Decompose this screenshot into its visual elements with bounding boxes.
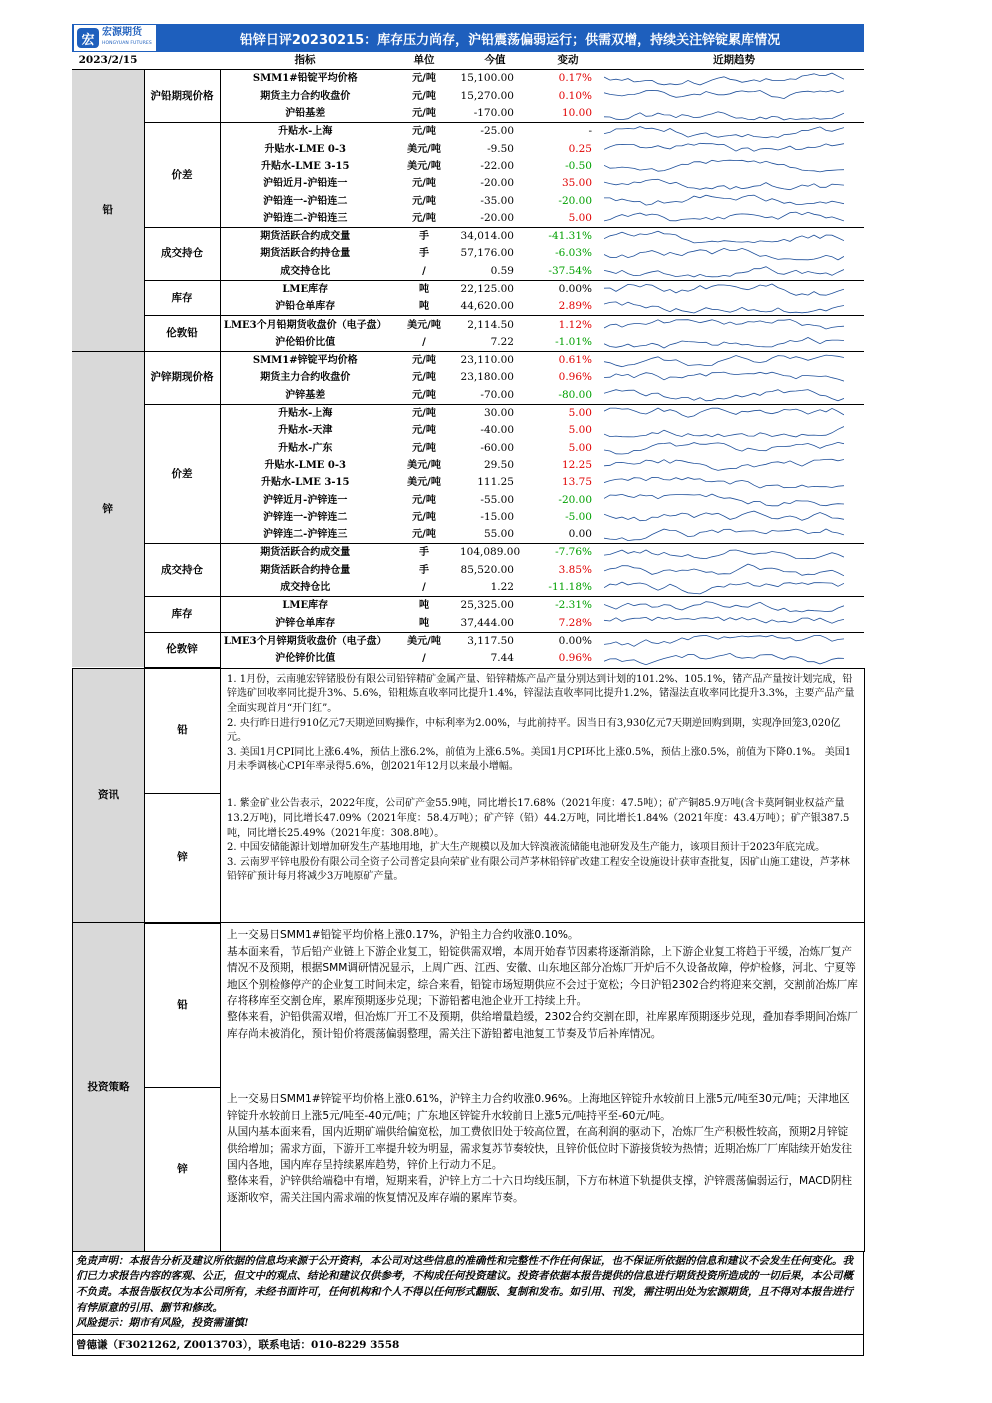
- sparkline-path: [604, 494, 844, 506]
- unit-cell: 元/吨: [412, 108, 436, 120]
- value-cell: 2,114.50: [458, 316, 532, 334]
- value-cell: 104,089.00: [458, 544, 532, 562]
- sparkline-path: [604, 390, 844, 401]
- sparkline-path: [604, 212, 844, 221]
- change-cell: -41.31%: [532, 227, 604, 245]
- sparkline-path: [604, 231, 844, 243]
- trend-sparkline: [604, 229, 844, 245]
- unit-cell: 元/吨: [412, 212, 436, 224]
- change-cell: -80.00: [558, 388, 592, 401]
- value-cell: 85,520.00: [460, 563, 514, 576]
- unit-cell: 吨: [390, 597, 458, 615]
- column-header-row: [72, 52, 864, 70]
- table-row: [72, 352, 864, 370]
- unit-cell: 吨: [419, 617, 429, 629]
- change-cell: -2.31%: [532, 597, 604, 615]
- change-cell: -5.00: [565, 510, 592, 523]
- unit-cell: 元/吨: [412, 389, 436, 401]
- value-cell: 55.00: [483, 528, 514, 541]
- value-cell: 15,270.00: [460, 89, 514, 102]
- value-cell: 7.22: [490, 335, 514, 348]
- sparkline-path: [604, 582, 844, 594]
- company-logo: [74, 25, 156, 51]
- trend-sparkline: [604, 317, 844, 333]
- change-cell: 0.61%: [532, 352, 604, 370]
- sparkline-path: [604, 355, 844, 367]
- indicator-name: LME库存: [220, 597, 390, 615]
- group-label: 价差: [144, 404, 220, 543]
- sparkline-path: [604, 550, 844, 559]
- trend-cell: [604, 562, 864, 579]
- value-cell: 23,180.00: [460, 371, 514, 384]
- table-row: [72, 544, 864, 562]
- news-label: 资讯: [73, 668, 145, 922]
- lead-section-label: 铅: [72, 70, 144, 352]
- trend-sparkline: [604, 423, 844, 439]
- change-cell: 3.85%: [558, 563, 592, 576]
- trend-cell: [604, 227, 864, 245]
- indicator-name: 期货主力合约收盘价: [260, 372, 351, 384]
- indicator-name: 沪锌仓单库存: [275, 617, 336, 629]
- indicator-name: 沪锌连一-沪锌连二: [263, 511, 348, 523]
- table-row: [72, 227, 864, 245]
- indicator-name: 沪伦锌价比值: [275, 653, 336, 665]
- news-lead-label: 铅: [145, 668, 221, 793]
- trend-sparkline: [604, 492, 844, 508]
- logo-mark-icon: 宏: [77, 28, 99, 48]
- change-cell: 0.17%: [532, 70, 604, 88]
- indicator-name: 升贴水-LME 3-15: [261, 477, 350, 489]
- indicator-name: 升贴水-天津: [278, 425, 333, 437]
- news-lead-text: 1. 1月份，云南驰宏锌锗股份有限公司铅锌精矿金属产量、铅锌精炼产品产量分别达到计划的101.2%、105.1%，锗产品产量按计划完成，铅锌选矿回收率同比提升3%、5.6%，铅粗炼直收率同比提升1.4%，锌湿法直收率同比提升1.2%，锗湿法直收率同比提升3.3%，主要产品产量全面实现首月“开门红”。 2. 央行昨日进行910亿元7天期逆回购操作，中标利率为2.00%，与此前持平。因当日有3,930亿元7天期逆回购到期，实现净回笼3,020亿元。 3. 美国1月CPI同比上涨6.4%，预估上涨6.2%，前值为上涨6.5%。美国1月CPI环比上涨0.5%，预估上涨0.5%，前值为下降0.1%。 美国1月未季调核心CPI年率录得5.6%，创2021年12月以来最小增幅。: [221, 668, 865, 793]
- change-cell: -7.76%: [532, 544, 604, 562]
- unit-cell: 美元/吨: [390, 316, 458, 334]
- unit-cell: 美元/吨: [407, 459, 441, 471]
- trend-cell: [604, 105, 864, 123]
- indicator-name: 升贴水-LME 0-3: [264, 143, 346, 155]
- indicator-name: 沪铅连二-沪铅连三: [263, 212, 348, 224]
- sparkline-path: [604, 302, 844, 313]
- sparkline-path: [604, 126, 844, 137]
- sparkline-path: [604, 653, 844, 664]
- indicator-name: LME3个月铅期货收盘价（电子盘）: [220, 316, 390, 334]
- trend-cell: [604, 509, 864, 526]
- indicator-name: 沪铅近月-沪铅连一: [263, 178, 348, 190]
- author-contact: 曾德谦（F3021262, Z0013703），联系电话：010-8229 3558: [72, 1335, 864, 1356]
- unit-cell: 元/吨: [412, 178, 436, 190]
- trend-sparkline: [604, 71, 844, 87]
- trend-cell: [604, 316, 864, 334]
- unit-cell: 元/吨: [390, 70, 458, 88]
- indicator-name: 成交持仓比: [280, 582, 331, 594]
- indicator-name: 成交持仓比: [280, 265, 331, 277]
- unit-cell: 手: [390, 227, 458, 245]
- change-cell: -0.50: [565, 159, 592, 172]
- sparkline-path: [604, 529, 844, 541]
- change-cell: 0.25: [568, 142, 592, 155]
- indicator-name: LME库存: [220, 280, 390, 298]
- trend-cell: [604, 123, 864, 141]
- unit-cell: 元/吨: [390, 352, 458, 370]
- change-cell: 1.12%: [532, 316, 604, 334]
- unit-cell: 美元/吨: [407, 160, 441, 172]
- trend-sparkline: [604, 88, 844, 104]
- trend-cell: [604, 140, 864, 157]
- change-cell: 35.00: [561, 177, 592, 190]
- change-cell: 5.00: [568, 424, 592, 437]
- trend-sparkline: [604, 387, 844, 403]
- unit-cell: 吨: [390, 280, 458, 298]
- unit-cell: 手: [419, 248, 429, 260]
- change-cell: 12.25: [561, 458, 592, 471]
- trend-sparkline: [604, 141, 844, 157]
- trend-cell: [604, 440, 864, 457]
- unit-cell: 元/吨: [412, 494, 436, 506]
- value-cell: -20.00: [480, 211, 514, 224]
- trend-cell: [604, 615, 864, 633]
- change-cell: 5.00: [568, 211, 592, 224]
- logo-english: HONGYUAN FUTURES: [102, 41, 152, 46]
- sparkline-path: [604, 426, 844, 436]
- indicator-name: 沪锌连二-沪锌连三: [263, 529, 348, 541]
- trend-cell: [604, 544, 864, 562]
- trend-cell: [604, 457, 864, 474]
- unit-cell: 手: [390, 544, 458, 562]
- news-zinc-label: 锌: [145, 793, 221, 922]
- risk-warning: 风险提示：期市有风险，投资需谨慎!: [76, 1317, 249, 1330]
- col-unit: 单位: [390, 52, 458, 70]
- sparkline-path: [604, 111, 844, 119]
- col-trend: 近期趋势: [604, 52, 864, 70]
- trend-sparkline: [604, 475, 844, 491]
- unit-cell: 元/吨: [412, 372, 436, 384]
- change-cell: -20.00: [558, 194, 592, 207]
- change-cell: 0.00%: [532, 632, 604, 650]
- value-cell: 15,100.00: [458, 70, 532, 88]
- sparkline-path: [604, 179, 844, 189]
- unit-cell: 吨: [419, 301, 429, 313]
- value-cell: 0.59: [490, 264, 514, 277]
- change-cell: -11.18%: [548, 581, 592, 594]
- trend-cell: [604, 474, 864, 491]
- value-cell: 22,125.00: [458, 280, 532, 298]
- table-row: [72, 632, 864, 650]
- sparkline-path: [604, 511, 844, 521]
- sparkline-path: [604, 408, 844, 417]
- strategy-label: 投资策略: [73, 923, 145, 1251]
- trend-cell: [604, 650, 864, 667]
- trend-sparkline: [604, 615, 844, 631]
- sparkline-path: [604, 477, 844, 488]
- indicator-name: 升贴水-广东: [278, 442, 333, 454]
- sparkline-path: [604, 73, 844, 85]
- col-indicator: 指标: [220, 52, 390, 70]
- unit-cell: 美元/吨: [390, 632, 458, 650]
- news-zinc-text: 1. 紫金矿业公告表示，2022年度，公司矿产金55.9吨，同比增长17.68%（2021年度：47.5吨）；矿产铜85.9万吨(含卡莫阿铜业权益产量13.2万吨)，同比增长47.09%（2021年度：58.4万吨）；矿产锌（铅）44.2万吨，同比增长1.84%（2021年度：43.4万吨）；矿产银387.5吨，同比增长25.49%（2021年度：308.8吨）。 2. 中国安储能源计划增加研发生产基地用地，扩大生产规模以及加大锌溴液流储能电池研发及生产能力，该项目预计于2023年底完成。 3. 云南罗平锌电股份有限公司全资子公司普定县向荣矿业有限公司芦茅林铅锌矿改建工程安全设施设计获审查批复，因矿山施工建设，芦茅林铅锌矿预计每月将减少3万吨原矿产量。: [221, 793, 865, 922]
- sparkline-path: [604, 338, 844, 349]
- indicator-name: 升贴水-上海: [220, 123, 390, 141]
- sparkline-path: [604, 320, 844, 330]
- trend-sparkline: [604, 282, 844, 298]
- trend-sparkline: [604, 299, 844, 315]
- trend-cell: [604, 158, 864, 175]
- trend-cell: [604, 245, 864, 262]
- trend-cell: [604, 334, 864, 352]
- change-cell: 0.96%: [558, 652, 592, 665]
- value-cell: 57,176.00: [460, 247, 514, 260]
- indicator-name: 沪铅连一-沪铅连二: [263, 195, 348, 207]
- sparkline-path: [604, 143, 844, 151]
- trend-cell: [604, 632, 864, 650]
- group-label: 成交持仓: [144, 544, 220, 597]
- table-row: [72, 123, 864, 141]
- change-cell: -37.54%: [548, 264, 592, 277]
- strategy-zinc-text: 上一交易日SMM1#锌锭平均价格上涨0.61%，沪锌主力合约收涨0.96%。上海地区锌锭升水较前日上涨5元/吨至30元/吨；天津地区锌锭升水较前日上涨5元/吨至-40元/吨；广东地区锌锭升水较前日上涨5元/吨持平至-60元/吨。 从国内基本面来看，国内近期矿端供给偏宽松，加工费依旧处于较高位置，在高利润的驱动下，冶炼厂生产积极性较高，预期2月锌锭供给增加；需求方面，下游开工率提升较为明显，需求复苏节奏较快，且锌价低位时下游接货较为热情；近期冶炼厂厂库陆续开始发往国内各地，国内库存呈持续累库趋势，锌价上行动力不足。 整体来看，沪锌供给端稳中有增，短期来看，沪锌上方二十六日均线压制，下方布林道下轨提供支撑，沪锌震荡偏弱运行，MACD阴柱逐渐收窄，需关注国内需求端的恢复情况及库存端的累库节奏。: [221, 1087, 865, 1251]
- trend-cell: [604, 352, 864, 370]
- trend-sparkline: [604, 406, 844, 422]
- data-table: [72, 52, 864, 668]
- sparkline-path: [604, 195, 844, 205]
- trend-sparkline: [604, 580, 844, 596]
- indicator-name: 升贴水-上海: [220, 404, 390, 422]
- indicator-name: 升贴水-LME 3-15: [261, 160, 350, 172]
- trend-cell: [604, 404, 864, 422]
- unit-cell: 元/吨: [390, 123, 458, 141]
- trend-cell: [604, 526, 864, 544]
- change-cell: 0.00%: [532, 280, 604, 298]
- sparkline-path: [604, 372, 844, 381]
- indicator-name: 沪铅仓单库存: [275, 301, 336, 313]
- group-label: 成交持仓: [144, 227, 220, 280]
- sparkline-path: [604, 248, 844, 260]
- indicator-name: 期货活跃合约持仓量: [260, 248, 351, 260]
- trend-sparkline: [604, 527, 844, 543]
- value-cell: 7.44: [490, 652, 514, 665]
- unit-cell: /: [422, 336, 426, 348]
- sparkline-path: [604, 636, 844, 647]
- indicator-name: 升贴水-LME 0-3: [264, 459, 346, 471]
- change-cell: 0.00: [568, 528, 592, 541]
- trend-cell: [604, 263, 864, 281]
- group-label: 伦敦锌: [144, 632, 220, 667]
- indicator-name: 沪锌近月-沪锌连一: [263, 494, 348, 506]
- unit-cell: /: [422, 653, 426, 665]
- indicator-name: 沪锌基差: [285, 389, 326, 401]
- strategy-section: [72, 923, 865, 1252]
- disclaimer: [72, 1252, 864, 1335]
- value-cell: 1.22: [490, 581, 514, 594]
- report-title: 铅锌日评20230215：库存压力尚存，沪铅震荡偏弱运行；供需双增，持续关注锌锭累库情况: [239, 32, 781, 48]
- value-cell: -25.00: [458, 123, 532, 141]
- trend-sparkline: [604, 263, 844, 279]
- change-cell: 5.00: [568, 441, 592, 454]
- trend-cell: [604, 280, 864, 298]
- trend-cell: [604, 387, 864, 405]
- unit-cell: 元/吨: [412, 529, 436, 541]
- group-label: 库存: [144, 597, 220, 633]
- trend-cell: [604, 70, 864, 88]
- trend-sparkline: [604, 106, 844, 122]
- unit-cell: /: [422, 582, 426, 594]
- indicator-name: 沪铅基差: [285, 108, 326, 120]
- indicator-name: 期货主力合约收盘价: [260, 90, 351, 102]
- unit-cell: 元/吨: [412, 425, 436, 437]
- trend-sparkline: [604, 246, 844, 262]
- table-row: [72, 404, 864, 422]
- change-cell: 2.89%: [558, 300, 592, 313]
- unit-cell: 元/吨: [412, 442, 436, 454]
- trend-cell: [604, 369, 864, 386]
- trend-sparkline: [604, 598, 844, 614]
- trend-sparkline: [604, 176, 844, 192]
- group-label: 价差: [144, 123, 220, 228]
- indicator-name: SMM1#铅锭平均价格: [220, 70, 390, 88]
- indicator-name: 期货活跃合约成交量: [220, 544, 390, 562]
- trend-sparkline: [604, 210, 844, 226]
- sparkline-path: [604, 617, 844, 623]
- table-row: [72, 280, 864, 298]
- indicator-name: 沪伦铅价比值: [275, 336, 336, 348]
- sparkline-path: [604, 91, 844, 99]
- trend-cell: [604, 192, 864, 209]
- unit-cell: 美元/吨: [407, 477, 441, 489]
- indicator-name: 期货活跃合约成交量: [220, 227, 390, 245]
- value-cell: 29.50: [483, 458, 514, 471]
- value-cell: -15.00: [480, 510, 514, 523]
- unit-cell: 元/吨: [412, 90, 436, 102]
- unit-cell: /: [422, 265, 426, 277]
- trend-sparkline: [604, 124, 844, 140]
- change-cell: -6.03%: [555, 247, 592, 260]
- sparkline-path: [604, 161, 844, 173]
- change-cell: 10.00: [561, 107, 592, 120]
- strategy-lead-text: 上一交易日SMM1#铅锭平均价格上涨0.17%，沪铅主力合约收涨0.10%。 基本面来看，节后铅产业链上下游企业复工，铅锭供需双增，本周开始春节因素将逐渐消除，上下游企业复工将趋于平缓，冶炼厂复产情况不及预期，根据SMM调研情况显示，上周广西、江西、安徽、山东地区部分冶炼厂开炉后不久设备故障，停炉检修，河北、宁夏等地区个别检修停产的企业复工时间未定，综合来看，铅锭市场短期供应不会过于宽松；今日沪铅2302合约将迎来交割，交割前冶炼厂库存将移库至交割仓库，累库预期逐步兑现；下游铅蓄电池企业开工持续上升。 整体来看，沪铅供需双增，但冶炼厂开工不及预期，供给增量趋缓，2302合约交割在即，社库累库预期逐步兑现，叠加春季期间冶炼厂库存尚未被消化，预计铅价将震荡偏弱整理，需关注下游铅蓄电池复工节奏及节后补库情况。: [221, 923, 865, 1087]
- change-cell: 7.28%: [558, 616, 592, 629]
- value-cell: -60.00: [480, 441, 514, 454]
- value-cell: 111.25: [477, 476, 514, 489]
- value-cell: 34,014.00: [458, 227, 532, 245]
- trend-sparkline: [604, 457, 844, 473]
- indicator-name: LME3个月锌期货收盘价（电子盘）: [220, 632, 390, 650]
- value-cell: -20.00: [480, 177, 514, 190]
- group-label: 伦敦铅: [144, 316, 220, 352]
- trend-cell: [604, 298, 864, 316]
- value-cell: -55.00: [480, 493, 514, 506]
- change-cell: 13.75: [561, 476, 592, 489]
- unit-cell: 元/吨: [390, 404, 458, 422]
- news-section: [72, 668, 865, 923]
- change-cell: 5.00: [532, 404, 604, 422]
- sparkline-path: [604, 564, 844, 576]
- indicator-name: SMM1#锌锭平均价格: [220, 352, 390, 370]
- trend-cell: [604, 491, 864, 508]
- unit-cell: 手: [419, 564, 429, 576]
- sparkline-path: [604, 602, 844, 612]
- value-cell: -170.00: [473, 107, 514, 120]
- change-cell: 0.96%: [558, 371, 592, 384]
- trend-sparkline: [604, 509, 844, 525]
- group-label: 沪铅期现价格: [144, 70, 220, 123]
- logo-name: 宏源期货: [102, 27, 142, 38]
- table-row: [72, 316, 864, 334]
- value-cell: -9.50: [487, 142, 514, 155]
- unit-cell: 元/吨: [412, 511, 436, 523]
- trend-sparkline: [604, 545, 844, 561]
- trend-sparkline: [604, 158, 844, 174]
- change-cell: -20.00: [558, 493, 592, 506]
- strategy-lead-label: 铅: [145, 923, 221, 1087]
- value-cell: 3,117.50: [458, 632, 532, 650]
- value-cell: 44,620.00: [460, 300, 514, 313]
- trend-sparkline: [604, 353, 844, 369]
- col-change: 变动: [532, 52, 604, 70]
- trend-sparkline: [604, 651, 844, 667]
- value-cell: 37,444.00: [460, 616, 514, 629]
- col-today: 今值: [458, 52, 532, 70]
- report-sheet: [72, 24, 864, 1356]
- sparkline-path: [604, 284, 844, 295]
- zinc-section-label: 锌: [72, 352, 144, 668]
- disclaimer-text: 免责声明：本报告分析及建议所依据的信息均来源于公开资料，本公司对这些信息的准确性和完整性不作任何保证，也不保证所依据的信息和建议不会发生任何变化。我们已力求报告内容的客观、公正，但文中的观点、结论和建议仅供参考，不构成任何投资建议。投资者依据本报告提供的信息进行期货投资所造成的一切后果，本公司概不负责。本报告版权仅为本公司所有，未经书面许可，任何机构和个人不得以任何形式翻版、复制和发布。如引用、刊发，需注明出处为宏源期货，且不得对本报告进行有悖原意的引用、删节和修改。: [76, 1254, 853, 1314]
- table-row: [72, 597, 864, 615]
- sparkline-path: [604, 460, 844, 471]
- trend-sparkline: [604, 193, 844, 209]
- trend-cell: [604, 88, 864, 105]
- unit-cell: 美元/吨: [407, 143, 441, 155]
- trend-sparkline: [604, 562, 844, 578]
- group-label: 库存: [144, 280, 220, 316]
- value-cell: 25,325.00: [458, 597, 532, 615]
- sparkline-path: [604, 267, 844, 277]
- value-cell: -22.00: [480, 159, 514, 172]
- change-cell: 0.10%: [558, 89, 592, 102]
- trend-cell: [604, 597, 864, 615]
- sparkline-path: [604, 443, 844, 455]
- report-date: 2023/2/15: [72, 52, 144, 70]
- trend-cell: [604, 210, 864, 228]
- table-row: [72, 70, 864, 88]
- value-cell: 23,110.00: [458, 352, 532, 370]
- trend-sparkline: [604, 633, 844, 649]
- unit-cell: 元/吨: [412, 195, 436, 207]
- change-cell: -1.01%: [555, 335, 592, 348]
- report-header: [72, 24, 864, 52]
- trend-sparkline: [604, 370, 844, 386]
- indicator-name: 期货活跃合约持仓量: [260, 564, 351, 576]
- change-cell: -: [532, 123, 604, 141]
- value-cell: -40.00: [480, 424, 514, 437]
- trend-cell: [604, 175, 864, 192]
- trend-sparkline: [604, 334, 844, 350]
- value-cell: -35.00: [480, 194, 514, 207]
- value-cell: 30.00: [458, 404, 532, 422]
- trend-sparkline: [604, 440, 844, 456]
- value-cell: -70.00: [480, 388, 514, 401]
- group-label: 沪锌期现价格: [144, 352, 220, 405]
- trend-cell: [604, 422, 864, 439]
- trend-cell: [604, 579, 864, 597]
- strategy-zinc-label: 锌: [145, 1087, 221, 1251]
